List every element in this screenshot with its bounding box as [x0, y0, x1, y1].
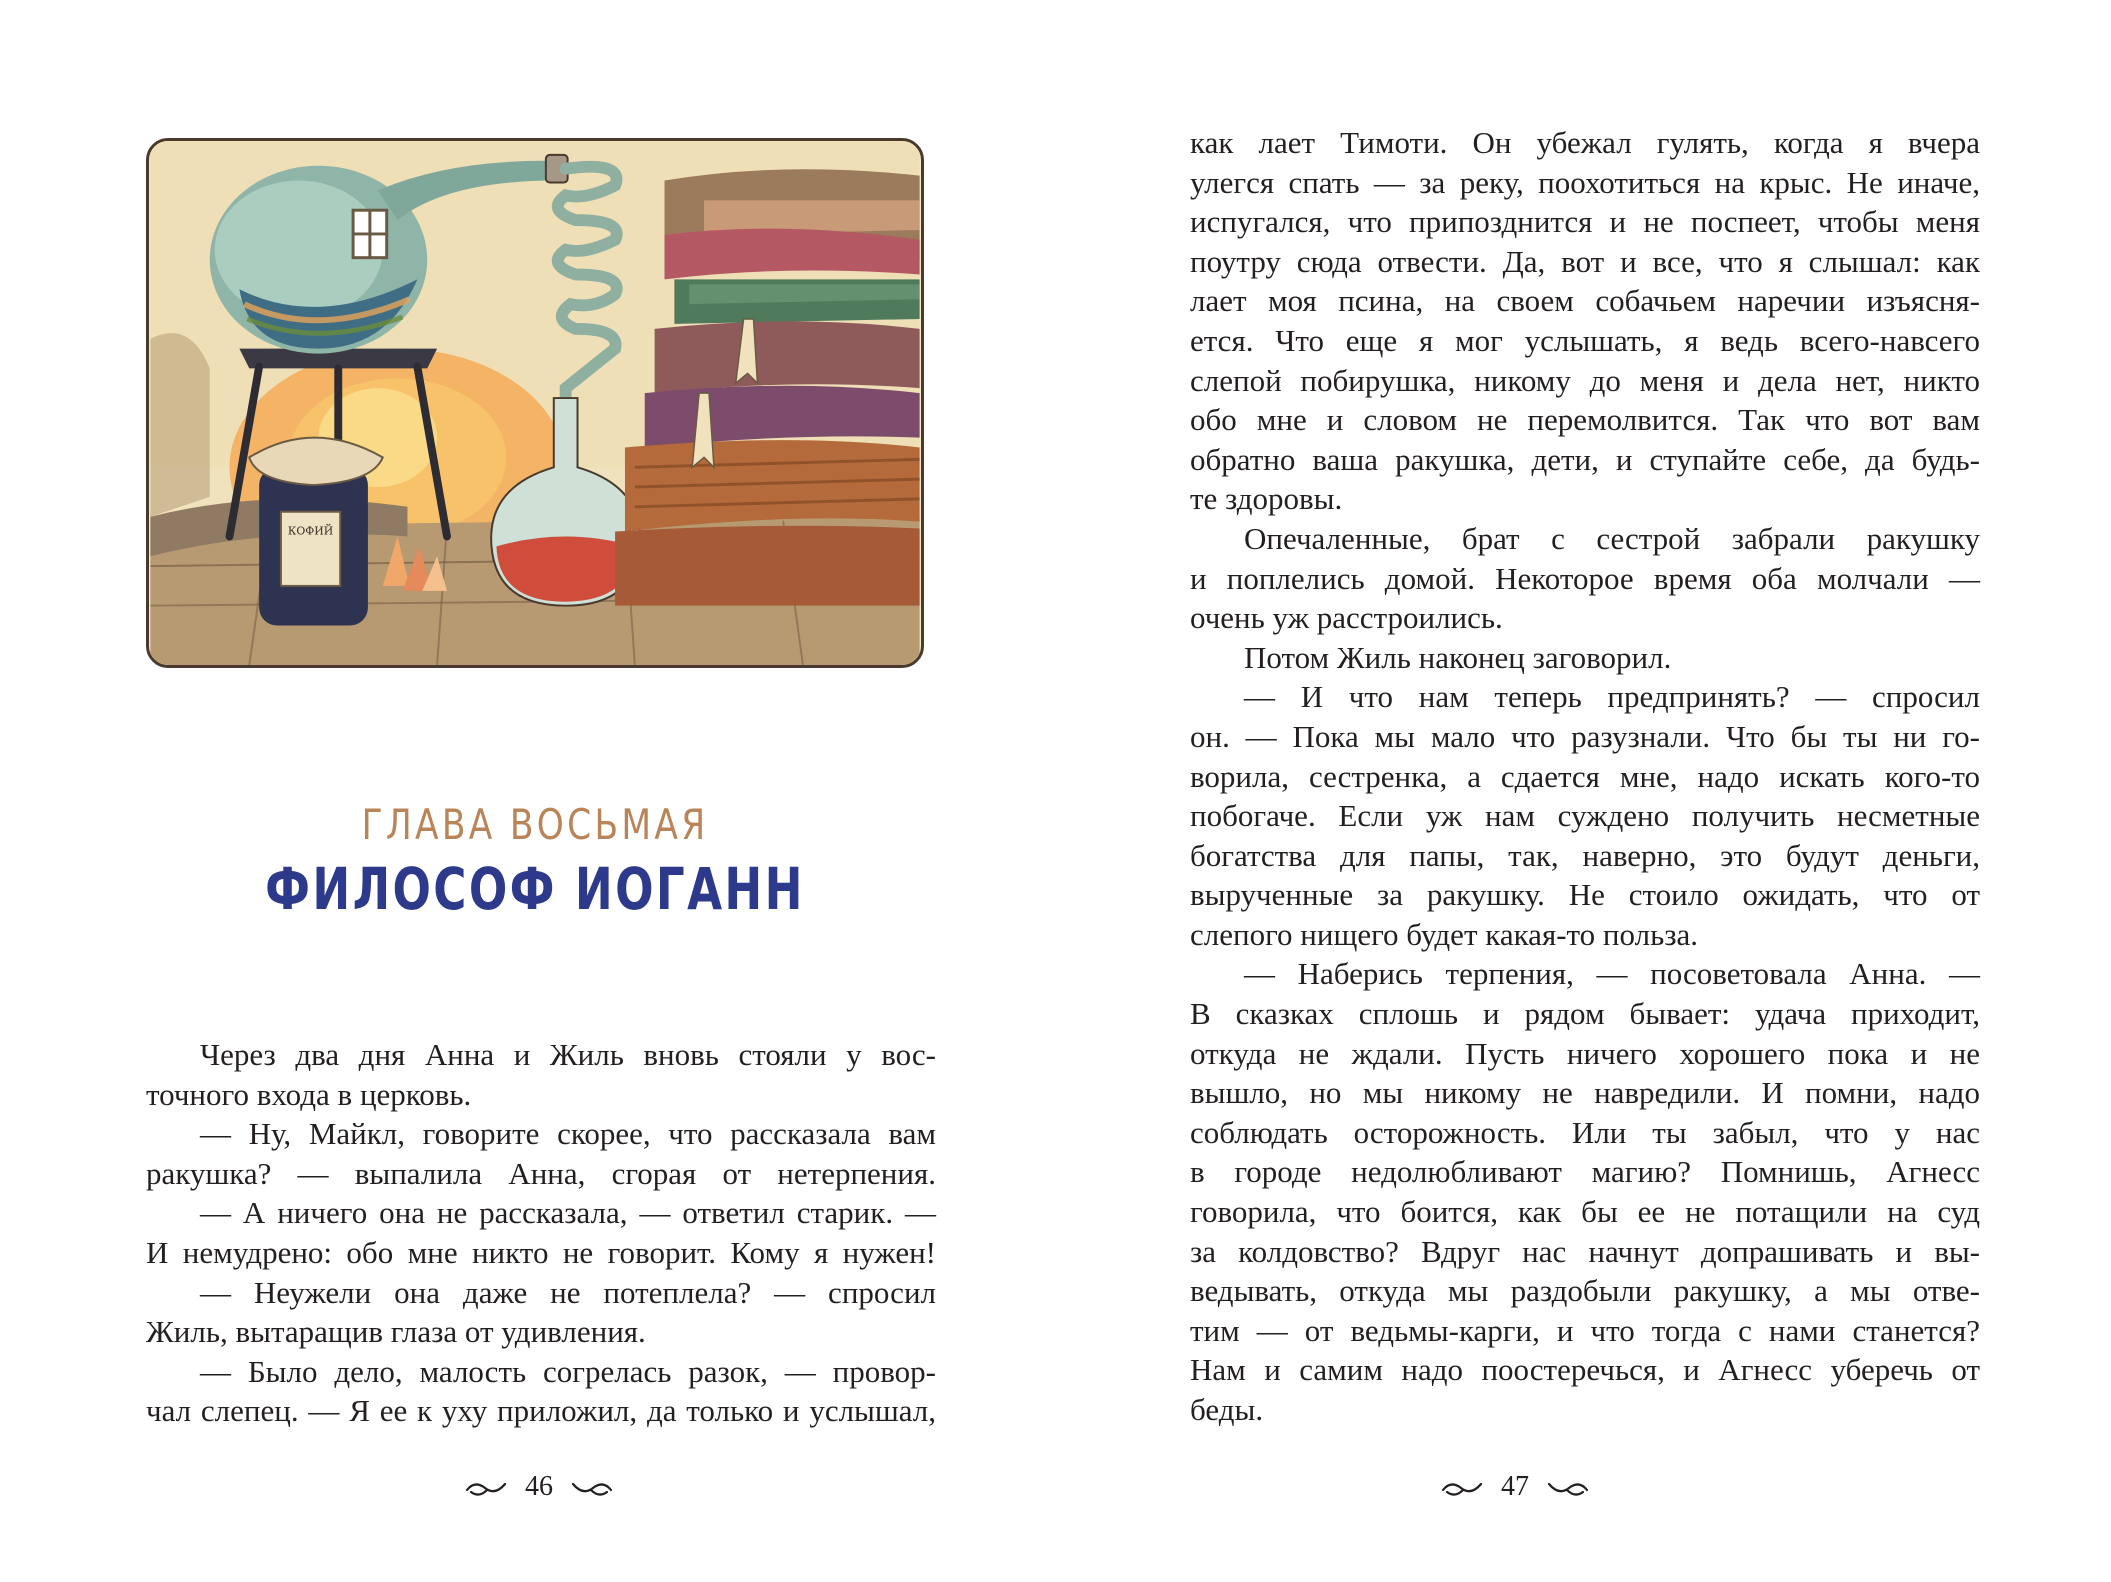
text-line: Жиль, вытаращив глаза от удивления.: [146, 1314, 646, 1350]
text-line: обратно ваша ракушка, дети, и ступайте себе, да будь-: [1190, 441, 1980, 477]
text-line: улегся спать — за реку, поохотиться на крыс. Не иначе,: [1190, 164, 1980, 200]
page-number: 46: [525, 1471, 553, 1502]
text-line: говорила, что боится, как бы ее не потащили на суд: [1190, 1194, 1980, 1230]
swirl-ornament-icon: [569, 1476, 613, 1498]
text-line: И немудрено: обо мне никто не говорит. Кому я нужен!: [146, 1234, 936, 1270]
left-page-text: [146, 1035, 936, 1431]
page-footer: [419, 1467, 659, 1507]
text-line: Через два дня Анна и Жиль вновь стояли у вос-: [200, 1037, 936, 1072]
jar-label: КОФИЙ: [287, 524, 334, 538]
text-line: — И что нам теперь предпринять? — спросил: [1244, 679, 1980, 715]
text-line: ведывать, откуда мы раздобыли ракушку, а мы отве-: [1190, 1273, 1980, 1309]
text-line: слепого нищего будет какая-то польза.: [1190, 916, 1698, 952]
text-line: он. — Пока мы мало что разузнали. Что бы ты ни го-: [1190, 718, 1980, 754]
text-line: обо мне и словом не перемолвится. Так что вот вам: [1190, 402, 1980, 438]
text-line: вышло, но мы никому не навредили. И помни, надо: [1190, 1075, 1980, 1111]
text-line: ракушка? — выпалила Анна, сгорая от нетерпения.: [146, 1155, 936, 1191]
alchemy-scene-image: [149, 141, 921, 665]
text-line: чал слепец. — Я ее к уху приложил, да только и услышал,: [146, 1393, 936, 1429]
chapter-title: ФИЛОСОФ ИОГАНН: [265, 855, 805, 923]
text-line: те здоровы.: [1190, 481, 1343, 517]
page-footer: [1395, 1467, 1635, 1507]
text-line: вырученные за ракушку. Не стоило ожидать, что от: [1190, 877, 1980, 913]
text-line: в городе недолюбливают магию? Помнишь, Агнесс: [1190, 1154, 1980, 1190]
text-line: — Наберись терпения, — посоветовала Анна. —: [1244, 956, 1980, 992]
text-line: и поплелись домой. Некоторое время оба молчали —: [1190, 560, 1980, 596]
text-line: — Было дело, малость согрелась разок, — провор-: [200, 1353, 936, 1389]
swirl-ornament-icon: [465, 1476, 509, 1498]
text-line: соблюдать осторожность. Или ты забыл, что у нас: [1190, 1114, 1980, 1150]
right-page-text: [1190, 123, 1980, 1430]
text-line: богатства для папы, так, наверно, это будут деньги,: [1190, 837, 1980, 873]
text-line: слепой побирушка, никому до меня и дела нет, никто: [1190, 362, 1980, 398]
text-line: В сказках сплошь и рядом бывает: удача приходит,: [1190, 996, 1980, 1032]
text-line: очень уж расстроились.: [1190, 600, 1503, 636]
text-line: Опечаленные, брат с сестрой забрали ракушку: [1244, 520, 1980, 556]
text-line: побогаче. Если уж нам суждено получить несметные: [1190, 798, 1980, 834]
swirl-ornament-icon: [1441, 1476, 1485, 1498]
page-number: 47: [1501, 1471, 1529, 1502]
text-line: Потом Жиль наконец заговорил.: [1244, 639, 1672, 675]
text-line: — Неужели она даже не потеплела? — спросил: [200, 1274, 936, 1310]
swirl-ornament-icon: [1545, 1476, 1589, 1498]
text-line: испугался, что припозднится и не поспеет, чтобы меня: [1190, 204, 1980, 240]
text-line: лает моя псина, на своем собачьем наречии изъясня-: [1190, 283, 1980, 319]
text-line: — А ничего она не рассказала, — ответил старик. —: [200, 1195, 936, 1231]
text-line: откуда не ждали. Пусть ничего хорошего пока и не: [1190, 1035, 1980, 1071]
chapter-label: ГЛАВА ВОСЬМАЯ: [361, 800, 709, 849]
text-line: ется. Что еще я мог услышать, я ведь всего-навсего: [1190, 322, 1980, 358]
text-line: тим — от ведьмы-карги, и что тогда с нами станется?: [1190, 1312, 1980, 1348]
alchemy-illustration: [146, 138, 924, 668]
text-line: Нам и самим надо поостеречься, и Агнесс уберечь от: [1190, 1352, 1980, 1388]
text-line: как лает Тимоти. Он убежал гулять, когда я вчера: [1190, 125, 1980, 160]
text-line: ворила, сестренка, а сдается мне, надо искать кого-то: [1190, 758, 1980, 794]
text-line: точного входа в церковь.: [146, 1076, 472, 1112]
text-line: поутру сюда отвести. Да, вот и все, что я слышал: как: [1190, 243, 1980, 279]
text-line: за колдовство? Вдруг нас начнут допрашивать и вы-: [1190, 1233, 1980, 1269]
text-line: беды.: [1190, 1392, 1264, 1427]
text-line: — Ну, Майкл, говорите скорее, что рассказала вам: [200, 1116, 936, 1152]
